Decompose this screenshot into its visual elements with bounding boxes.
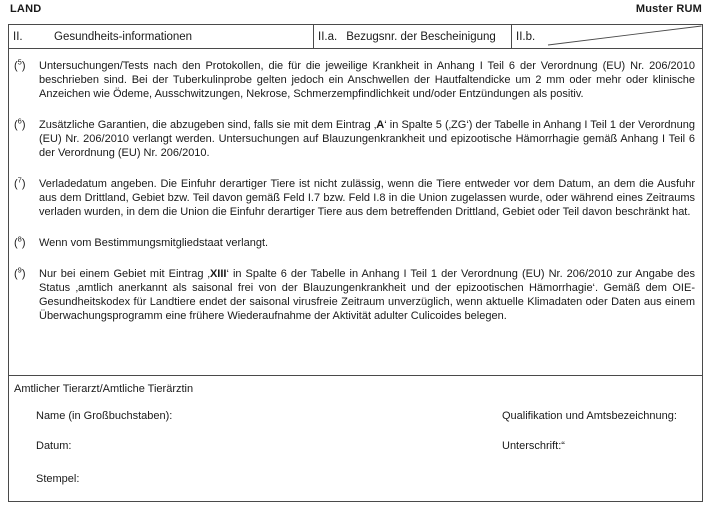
stamp-field-label: Stempel: — [36, 473, 80, 485]
diagonal-line-icon — [512, 25, 702, 48]
footnote-text: Wenn vom Bestimmungsmitgliedstaat verlangt. — [39, 237, 269, 249]
footnote-marker: ($^9$) — [14, 265, 26, 280]
footnote-text: Zusätzliche Garantien, die abzugeben sind, falls sie mit dem Eintrag ‚A‘ in Spalte 5 (‚ZG‘) der Tabelle in Anhang I Teil 1 der Verordnung (EU) Nr. 206/2010 verlangt werden. Untersuchungen auf Blauzungenkrankheit und epizootische Hämorrhagie gemäß Anhang I Teil 6 der Verordnung (EU) Nr. 206/2010. — [39, 119, 695, 159]
page-header — [10, 3, 702, 15]
qualification-field-label: Qualifikation und Amtsbezeichnung: — [502, 410, 677, 422]
footnote-marker: ($^7$) — [14, 175, 26, 190]
section-iia-title: Bezugsnr. der Bescheinigung — [346, 30, 496, 43]
veterinarian-section-title: Amtlicher Tierarzt/Amtliche Tierärztin — [14, 383, 194, 395]
country-label: LAND — [10, 3, 42, 15]
footnote-5 — [14, 59, 697, 101]
name-field-label: Name (in Großbuchstaben): — [36, 410, 173, 422]
footnote-9 — [14, 267, 697, 323]
footnote-text: Nur bei einem Gebiet mit Eintrag ‚XIII‘ in Spalte 6 der Tabelle in Anhang I Teil 1 der Verordnung (EU) Nr. 206/2010 zur Angabe des Status ‚amtlich anerkannt als saisonal frei von der Blauzungenkrankheit und der epizootischen Hämorrhagie‘. Gemäß dem OIE-Gesundheitskodex für Landtiere endet der saisonal virusfreie Zeitraum unverzüglich, wenn aktuelle Klimadaten oder Daten aus einem Überwachungsprogramm eine frühere Wiederaufnahme der Aktivität adulter Culicoides belegen. — [39, 268, 695, 322]
table-header-row — [9, 25, 702, 49]
certificate-table — [8, 24, 703, 502]
footnote-text: Untersuchungen/Tests nach den Protokollen, die für die jeweilige Krankheit in Anhang I Teil 6 der Verordnung (EU) Nr. 206/2010 beschrieben sind. Bei der Tuberkulinprobe gelten jedoch ein Anschwellen der Hautfaltendicke um 2 mm oder mehr oder klinische Anzeichen wie Ödeme, Ausschwitzungen, Nekrose, Schmerzempfindlichkeit und/oder Entzündungen als positiv. — [39, 60, 695, 100]
header-cell-iib — [512, 25, 702, 48]
signature-field-label: Unterschrift:“ — [502, 440, 565, 452]
footnote-marker: ($^5$) — [14, 57, 26, 72]
footnotes-section — [9, 49, 702, 375]
official-veterinarian-section — [9, 375, 702, 503]
header-cell-certificate-reference — [314, 25, 512, 48]
section-ii-code: II. — [13, 30, 23, 43]
footnote-8 — [14, 236, 697, 250]
date-field-label: Datum: — [36, 440, 72, 452]
section-ii-title: Gesundheits-informationen — [54, 30, 193, 43]
section-iia-code: II.a. — [318, 30, 338, 43]
model-label: Muster RUM — [635, 3, 702, 15]
footnote-marker: ($^8$) — [14, 234, 26, 249]
footnote-7 — [14, 177, 697, 219]
footnote-6 — [14, 118, 697, 160]
header-cell-health-information — [9, 25, 314, 48]
section-iib-code: II.b. — [516, 30, 536, 43]
footnote-text: Verladedatum angeben. Die Einfuhr derartiger Tiere ist nicht zulässig, wenn die Tiere entweder vor dem Datum, an dem die Ausfuhr aus dem Drittland, Gebiet bzw. Teil davon gemäß Feld I.7 bzw. Feld I.8 in die Union zugelassen wurde, oder während eines Zeitraums verladen wurden, in dem die Union die Einfuhr derartiger Tiere aus dem betreffenden Drittland, Gebiet oder Teil davon beschränkt hat. — [39, 178, 695, 218]
footnote-marker: ($^6$) — [14, 116, 26, 131]
